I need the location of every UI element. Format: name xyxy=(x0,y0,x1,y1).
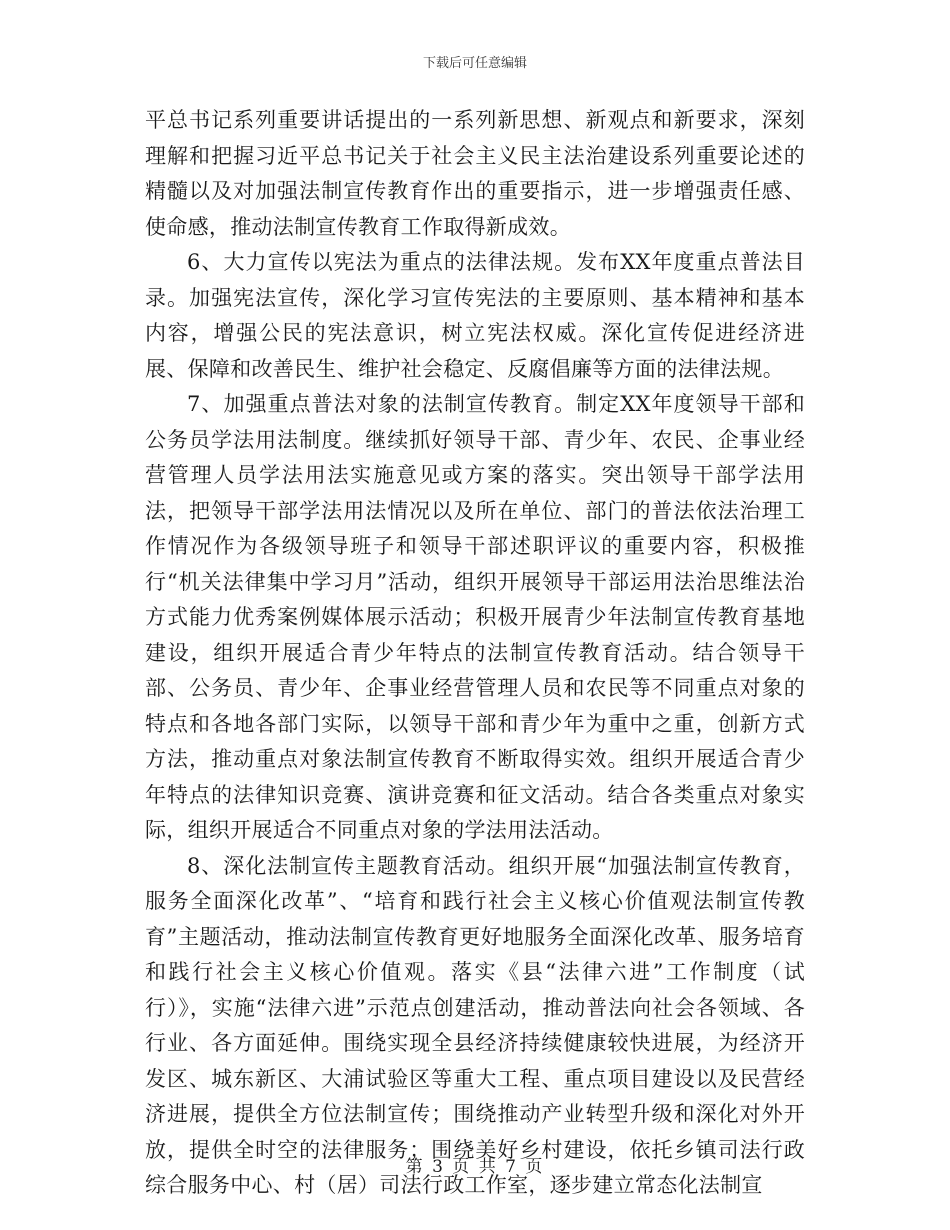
paragraph-continued: 平总书记系列重要讲话提出的一系列新思想、新观点和新要求，深刻理解和把握习近平总书记关于社会主义民主法治建设系列重要论述的精髓以及对加强法制宣传教育作出的重要指示，进一步增强责任感、使命感，推动法制宣传教育工作取得新成效。 xyxy=(145,108,805,239)
page-footer: 第 3 页 共 7 页 xyxy=(405,1157,545,1177)
paragraph-8: 8、深化法制宣传主题教育活动。组织开展“加强法制宣传教育，服务全面深化改革”、“培育和践行社会主义核心价值观法制宣传教育”主题活动，推动法制宣传教育更好地服务全面深化改革、服务培育和践行社会主义核心价值观。落实《县“法律六进”工作制度（试行）》，实施“法律六进”示范点创建活动，推动普法向社会各领域、各行业、各方面延伸。围绕实现全县经济持续健康较快进展，为经济开发区、城东新区、大浦试验区等重大工程、重点项目建设以及民营经济进展，提供全方位法制宣传；围绕推动产业转型升级和深化对外开放，提供全时空的法律服务；围绕美好乡村建设，依托乡镇司法行政综合服务中心、村（居）司法行政工作室，逐步建立常态化法制宣 xyxy=(145,853,805,1197)
document-body xyxy=(145,103,805,1204)
paragraph-7: 7、加强重点普法对象的法制宣传教育。制定XX年度领导干部和公务员学法用法制度。继续抓好领导干部、青少年、农民、企事业经营管理人员学法用法实施意见或方案的落实。突出领导干部学法用法，把领导干部学法用法情况以及所在单位、部门的普法依法治理工作情况作为各级领导班子和领导干部述职评议的重要内容，积极推行“机关法律集中学习月”活动，组织开展领导干部运用法治思维法治方式能力优秀案例媒体展示活动；积极开展青少年法制宣传教育基地建设，组织开展适合青少年特点的法制宣传教育活动。结合领导干部、公务员、青少年、企事业经营管理人员和农民等不同重点对象的特点和各地各部门实际，以领导干部和青少年为重中之重，创新方式方法，推动重点对象法制宣传教育不断取得实效。组织开展适合青少年特点的法律知识竞赛、演讲竞赛和征文活动。结合各类重点对象实际，组织开展适合不同重点对象的学法用法活动。 xyxy=(145,392,805,842)
paragraph-6: 6、大力宣传以宪法为重点的法律法规。发布XX年度重点普法目录。加强宪法宣传，深化学习宣传宪法的主要原则、基本精神和基本内容，增强公民的宪法意识，树立宪法权威。深化宣传促进经济进展、保障和改善民生、维护社会稳定、反腐倡廉等方面的法律法规。 xyxy=(145,250,805,381)
page-header: 下载后可任意编辑 xyxy=(422,56,527,71)
